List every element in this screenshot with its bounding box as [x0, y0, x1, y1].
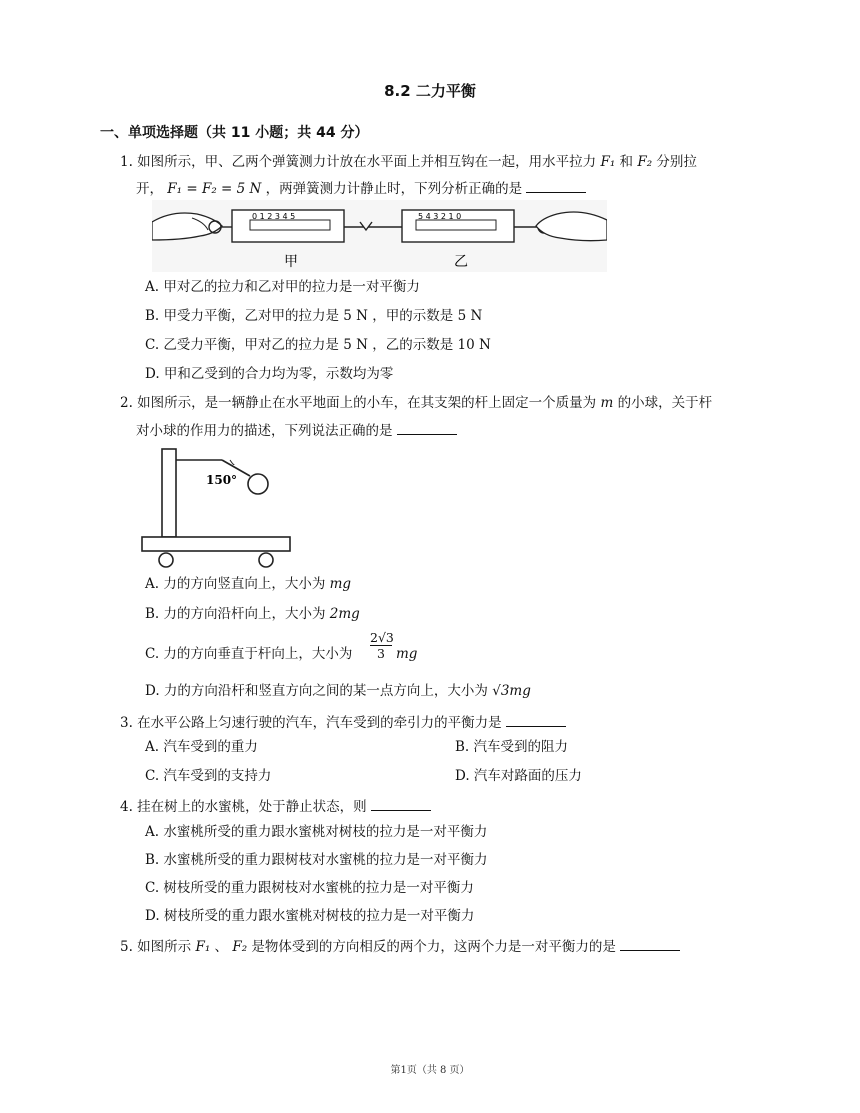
- question-1-line-1: 1. 如图所示，甲、乙两个弹簧测力计放在水平面上并相互钩在一起，用水平拉力 F₁ 和 F₂ 分别拉: [120, 154, 697, 170]
- page-title: 8.2 二力平衡: [384, 82, 476, 100]
- question-4-stem: 4. 挂在树上的水蜜桃，处于静止状态，则: [120, 796, 431, 817]
- scale-labels-left: 0 1 2 3 4 5: [252, 212, 296, 221]
- figure-label-right: 乙: [454, 254, 468, 270]
- angle-label: 150°: [206, 473, 238, 487]
- question-2-option-b: B. 力的方向沿杆向上，大小为 2mg: [145, 606, 360, 622]
- fraction-denominator: 3: [377, 646, 385, 661]
- question-3-option-c: C. 汽车受到的支持力: [145, 768, 272, 784]
- answer-blank[interactable]: [620, 936, 680, 951]
- question-4-option-b: B. 水蜜桃所受的重力跟树枝对水蜜桃的拉力是一对平衡力: [145, 852, 488, 868]
- fraction: [370, 630, 392, 661]
- spring-scales-figure: [152, 200, 607, 272]
- question-1-option-b: B. 甲受力平衡，乙对甲的拉力是 5 N ，甲的示数是 5 N: [145, 308, 483, 324]
- option-c-unit: mg: [396, 646, 418, 662]
- question-2-option-d: D. 力的方向沿杆和竖直方向之间的某一点方向上，大小为 √3mg: [145, 683, 531, 699]
- cart-figure: [138, 444, 296, 569]
- question-2-line-1: 2. 如图所示，是一辆静止在水平地面上的小车，在其支架的杆上固定一个质量为 m 的小球，关于杆: [120, 395, 713, 411]
- question-1-option-a: A. 甲对乙的拉力和乙对甲的拉力是一对平衡力: [145, 279, 420, 295]
- question-4-option-a: A. 水蜜桃所受的重力跟水蜜桃对树枝的拉力是一对平衡力: [145, 824, 488, 840]
- question-2-option-a: A. 力的方向竖直向上，大小为 mg: [145, 576, 352, 592]
- question-1-option-c: C. 乙受力平衡，甲对乙的拉力是 5 N ，乙的示数是 10 N: [145, 337, 491, 353]
- page-footer: 第1页（共 8 页）: [390, 1065, 470, 1076]
- question-2-option-c: C. 力的方向垂直于杆向上，大小为: [145, 646, 353, 662]
- question-3-option-a: A. 汽车受到的重力: [145, 739, 258, 755]
- question-1-option-d: D. 甲和乙受到的合力均为零，示数均为零: [145, 366, 394, 382]
- answer-blank[interactable]: [371, 796, 431, 811]
- question-1-line-2: 开， F₁ = F₂ = 5 N ，两弹簧测力计静止时，下列分析正确的是: [136, 178, 586, 199]
- fraction-numerator: 2√3: [370, 630, 394, 645]
- question-4-option-c: C. 树枝所受的重力跟树枝对水蜜桃的拉力是一对平衡力: [145, 880, 474, 896]
- answer-blank[interactable]: [506, 712, 566, 727]
- question-3-option-b: B. 汽车受到的阻力: [455, 739, 569, 755]
- question-4-option-d: D. 树枝所受的重力跟水蜜桃对树枝的拉力是一对平衡力: [145, 908, 475, 924]
- question-3-option-d: D. 汽车对路面的压力: [455, 768, 582, 784]
- figure-label-left: 甲: [284, 254, 298, 270]
- question-2-line-2: 对小球的作用力的描述，下列说法正确的是: [136, 420, 457, 441]
- answer-blank[interactable]: [397, 420, 457, 435]
- section-heading: 一、单项选择题（共 11 小题；共 44 分）: [100, 125, 369, 141]
- question-3-stem: 3. 在水平公路上匀速行驶的汽车，汽车受到的牵引力的平衡力是: [120, 712, 566, 733]
- answer-blank[interactable]: [526, 178, 586, 193]
- scale-labels-right: 5 4 3 2 1 0: [418, 212, 462, 221]
- question-5-stem: 5. 如图所示 F₁ 、 F₂ 是物体受到的方向相反的两个力，这两个力是一对平衡力的是: [120, 936, 680, 957]
